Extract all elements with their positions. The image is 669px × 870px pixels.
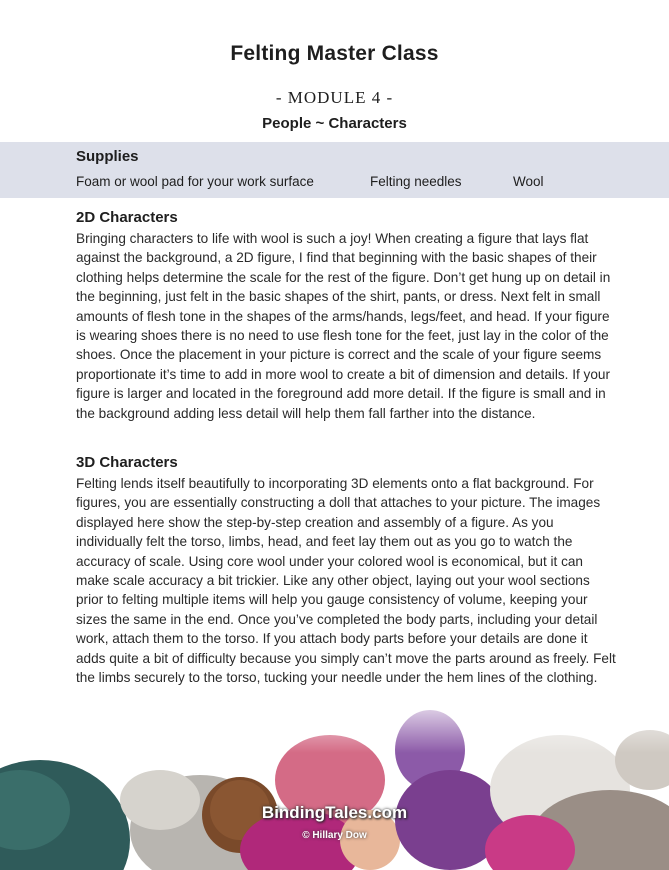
supply-item-foam-pad: Foam or wool pad for your work surface: [76, 174, 314, 189]
section-body: Bringing characters to life with wool is such a joy! When creating a figure that lays flat against the background, a 2D figure, I find that beginning with the basic shapes of their clothing helps determine the scale for the rest of the figure. Don’t get hung up on detail in the beginning, just felt in the basic shapes of the shirt, pants, or dress. Next felt in small amounts of flesh tone in the shapes of the arms/hands, legs/feet, and head. If your figure is wearing shoes there is no need to use flesh tone for the feet, just lay in the color of the shoes. Once the placement in your picture is correct and the scale of your figure seems proportionate it’s time to add in more wool to create a bit of dimension and details. If your figure is larger and located in the foreground add more detail. If the figure is small and in the background adding less detail will help them fall farther into the distance.: [76, 231, 611, 421]
felted-figures-photo: [0, 690, 669, 870]
section-3d-characters: [76, 454, 616, 726]
section-heading: 3D Characters: [76, 454, 178, 471]
supplies-band: [0, 142, 669, 198]
supply-item-wool: Wool: [513, 174, 544, 189]
section-heading: 2D Characters: [76, 209, 178, 226]
module-label: - MODULE 4 -: [275, 88, 394, 107]
supplies-heading: Supplies: [76, 148, 139, 165]
footer-copyright: © Hillary Dow: [302, 830, 367, 841]
footer-brand: BindingTales.com: [261, 803, 408, 822]
page-subtitle: People ~ Characters: [262, 115, 407, 132]
page-title: Felting Master Class: [230, 42, 439, 65]
supply-item-felting-needles: Felting needles: [370, 174, 462, 189]
section-2d-characters: [76, 209, 616, 423]
section-body: Felting lends itself beautifully to incorporating 3D elements onto a flat background. For figures, you are essentially constructing a doll that attaches to your picture. The images displayed here show the step-by-step creation and assembly of a figure. As you individually felt the torso, limbs, head, and feet lay them out as you go to watch the accuracy of scale. Using core wool under your colored wool is economical, but it can make scale accuracy a bit trickier. Like any other object, laying out your wool sections prior to felting multiple items will help you gauge consistency of volume, keeping your sizes the same in the end. Once you’ve completed the body parts, including your detail work, attach them to the torso. If you attach body parts before your details are done it adds quite a bit of difficulty because you simply can’t move the parts around as freely. Felt the limbs securely to the torso, tucking your needle under the hem lines of the clothing.: [76, 476, 616, 686]
